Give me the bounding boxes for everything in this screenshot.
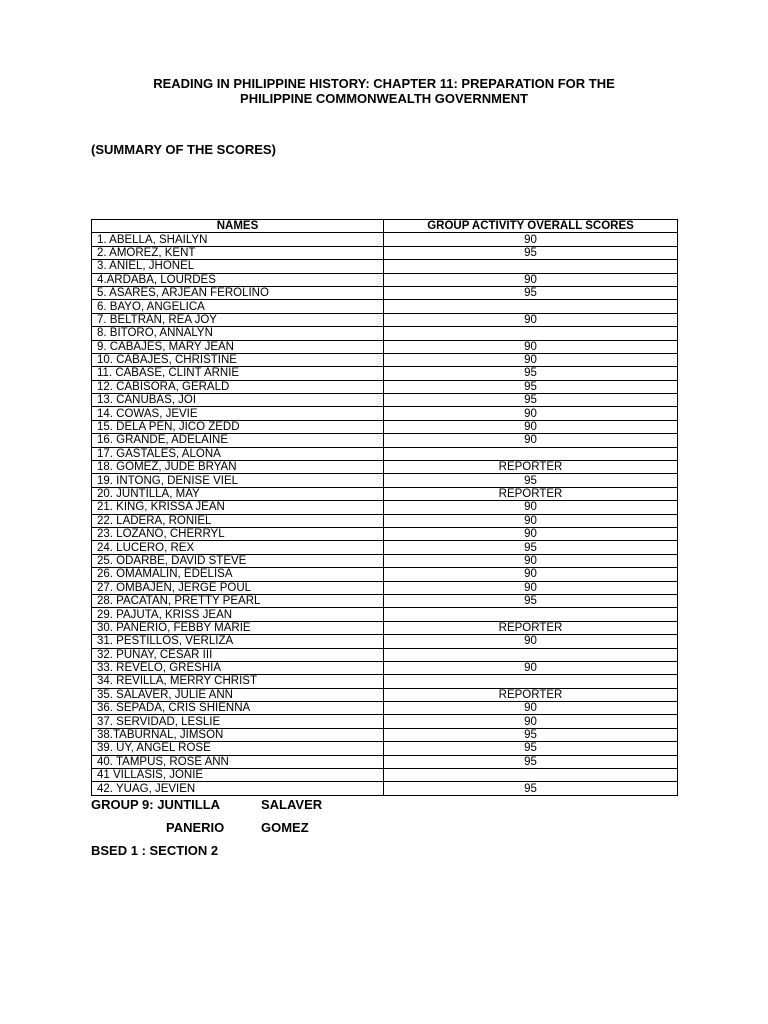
student-name-cell: 28. PACATAN, PRETTY PEARL: [92, 594, 384, 607]
score-cell: 90: [384, 353, 678, 366]
group-line-1: [91, 797, 323, 812]
score-cell: REPORTER: [384, 688, 678, 701]
student-name-cell: 21. KING, KRISSA JEAN: [92, 501, 384, 514]
score-cell: [384, 327, 678, 340]
group-line-2: [166, 820, 309, 835]
student-name-cell: 16. GRANDE, ADELAINE: [92, 434, 384, 447]
scores-table: [91, 219, 678, 796]
table-row: [92, 527, 678, 540]
score-cell: 90: [384, 420, 678, 433]
score-cell: 95: [384, 474, 678, 487]
section-label: BSED 1 : SECTION 2: [91, 843, 219, 858]
score-cell: 90: [384, 273, 678, 286]
student-name-cell: 29. PAJUTA, KRISS JEAN: [92, 608, 384, 621]
student-name-cell: 36. SEPADA, CRIS SHIENNA: [92, 702, 384, 715]
student-name-cell: 31. PESTILLOS, VERLIZA: [92, 635, 384, 648]
group-member-panerio: PANERIO: [166, 820, 225, 835]
score-cell: 90: [384, 568, 678, 581]
score-cell: [384, 300, 678, 313]
student-name-cell: 41 VILLASIS, JONIE: [92, 769, 384, 782]
title-line-2: PHILIPPINE COMMONWEALTH GOVERNMENT: [240, 91, 528, 106]
table-row: [92, 688, 678, 701]
group-member-juntilla: GROUP 9: JUNTILLA: [91, 797, 221, 812]
table-row: [92, 661, 678, 674]
student-name-cell: 17. GASTALES, ALONA: [92, 447, 384, 460]
score-cell: 95: [384, 755, 678, 768]
table-row: [92, 394, 678, 407]
student-name-cell: 19. INTONG, DENISE VIEL: [92, 474, 384, 487]
student-name-cell: 22. LADERA, RONIEL: [92, 514, 384, 527]
table-row: [92, 621, 678, 634]
score-cell: [384, 769, 678, 782]
table-row: [92, 434, 678, 447]
table-row: [92, 273, 678, 286]
student-name-cell: 34. REVILLA, MERRY CHRIST: [92, 675, 384, 688]
table-row: [92, 755, 678, 768]
table-row: [92, 380, 678, 393]
score-cell: [384, 608, 678, 621]
student-name-cell: 1. ABELLA, SHAILYN: [92, 233, 384, 246]
scores-column-header: GROUP ACTIVITY OVERALL SCORES: [384, 220, 678, 233]
student-name-cell: 38.TABURNAL, JIMSON: [92, 728, 384, 741]
score-cell: 95: [384, 541, 678, 554]
student-name-cell: 11. CABASE, CLINT ARNIE: [92, 367, 384, 380]
student-name-cell: 33. REVELO, GRESHIA: [92, 661, 384, 674]
table-row: [92, 702, 678, 715]
table-row: [92, 313, 678, 326]
score-cell: 95: [384, 367, 678, 380]
score-cell: [384, 648, 678, 661]
table-row: [92, 233, 678, 246]
student-name-cell: 2. AMOREZ, KENT: [92, 246, 384, 259]
table-body: [92, 233, 678, 795]
score-cell: 95: [384, 246, 678, 259]
table-header-row: [92, 220, 678, 233]
score-cell: REPORTER: [384, 487, 678, 500]
table-row: [92, 742, 678, 755]
table-row: [92, 581, 678, 594]
table-row: [92, 420, 678, 433]
table-row: [92, 514, 678, 527]
score-cell: [384, 447, 678, 460]
student-name-cell: 27. OMBAJEN, JERGE POUL: [92, 581, 384, 594]
group-member-gomez: GOMEZ: [261, 820, 309, 835]
score-cell: 90: [384, 715, 678, 728]
table-row: [92, 541, 678, 554]
student-name-cell: 24. LUCERO, REX: [92, 541, 384, 554]
table-row: [92, 487, 678, 500]
student-name-cell: 14. COWAS, JEVIE: [92, 407, 384, 420]
table-row: [92, 474, 678, 487]
table-row: [92, 769, 678, 782]
student-name-cell: 12. CABISORA, GERALD: [92, 380, 384, 393]
student-name-cell: 15. DELA PEN, JICO ZEDD: [92, 420, 384, 433]
score-cell: [384, 260, 678, 273]
score-cell: 90: [384, 554, 678, 567]
student-name-cell: 42. YUAG, JEVIEN: [92, 782, 384, 795]
student-name-cell: 40. TAMPUS, ROSE ANN: [92, 755, 384, 768]
score-cell: 95: [384, 782, 678, 795]
student-name-cell: 23. LOZANO, CHERRYL: [92, 527, 384, 540]
table-row: [92, 300, 678, 313]
student-name-cell: 8. BITORO, ANNALYN: [92, 327, 384, 340]
table-row: [92, 407, 678, 420]
table-row: [92, 501, 678, 514]
title-line-1: READING IN PHILIPPINE HISTORY: CHAPTER 11: PREPARATION FOR THE: [153, 76, 615, 91]
score-cell: 90: [384, 661, 678, 674]
table-row: [92, 608, 678, 621]
score-cell: 90: [384, 581, 678, 594]
summary-subtitle: (SUMMARY OF THE SCORES): [91, 142, 276, 157]
student-name-cell: 35. SALAVER, JULIE ANN: [92, 688, 384, 701]
table-row: [92, 715, 678, 728]
table-row: [92, 447, 678, 460]
student-name-cell: 10. CABAJES, CHRISTINE: [92, 353, 384, 366]
student-name-cell: 13. CANUBAS, JOI: [92, 394, 384, 407]
score-cell: 95: [384, 594, 678, 607]
score-cell: REPORTER: [384, 461, 678, 474]
score-cell: 90: [384, 434, 678, 447]
score-cell: 90: [384, 340, 678, 353]
student-name-cell: 30. PANERIO, FEBBY MARIE: [92, 621, 384, 634]
student-name-cell: 39. UY, ANGEL ROSE: [92, 742, 384, 755]
names-column-header: NAMES: [92, 220, 384, 233]
score-cell: 90: [384, 702, 678, 715]
score-cell: 95: [384, 728, 678, 741]
score-cell: [384, 675, 678, 688]
table-row: [92, 367, 678, 380]
student-name-cell: 37. SERVIDAD, LESLIE: [92, 715, 384, 728]
document-title: [90, 76, 678, 106]
score-cell: 95: [384, 742, 678, 755]
student-name-cell: 4.ARDABA, LOURDES: [92, 273, 384, 286]
table-row: [92, 782, 678, 795]
score-cell: 90: [384, 527, 678, 540]
student-name-cell: 7. BELTRAN, REA JOY: [92, 313, 384, 326]
table-row: [92, 675, 678, 688]
score-cell: 90: [384, 501, 678, 514]
score-cell: 90: [384, 514, 678, 527]
student-name-cell: 3. ANIEL, JHONEL: [92, 260, 384, 273]
table-row: [92, 568, 678, 581]
table-row: [92, 340, 678, 353]
score-cell: 90: [384, 233, 678, 246]
student-name-cell: 20. JUNTILLA, MAY: [92, 487, 384, 500]
student-name-cell: 18. GOMEZ, JUDE BRYAN: [92, 461, 384, 474]
student-name-cell: 6. BAYO, ANGELICA: [92, 300, 384, 313]
table-row: [92, 353, 678, 366]
table-row: [92, 554, 678, 567]
table-row: [92, 246, 678, 259]
table-row: [92, 260, 678, 273]
student-name-cell: 32. PUNAY, CESAR III: [92, 648, 384, 661]
student-name-cell: 9. CABAJES, MARY JEAN: [92, 340, 384, 353]
table-row: [92, 648, 678, 661]
score-cell: 95: [384, 394, 678, 407]
score-cell: REPORTER: [384, 621, 678, 634]
table-row: [92, 461, 678, 474]
score-cell: 90: [384, 635, 678, 648]
table-row: [92, 327, 678, 340]
table-row: [92, 635, 678, 648]
group-member-salaver: SALAVER: [261, 797, 323, 812]
score-cell: 95: [384, 380, 678, 393]
score-cell: 90: [384, 407, 678, 420]
table-row: [92, 286, 678, 299]
score-cell: 90: [384, 313, 678, 326]
student-name-cell: 5. ASARES, ARJEAN FEROLINO: [92, 286, 384, 299]
student-name-cell: 25. ODARBE, DAVID STEVE: [92, 554, 384, 567]
score-cell: 95: [384, 286, 678, 299]
student-name-cell: 26. OMAMALIN, EDELISA: [92, 568, 384, 581]
table-row: [92, 594, 678, 607]
table-row: [92, 728, 678, 741]
